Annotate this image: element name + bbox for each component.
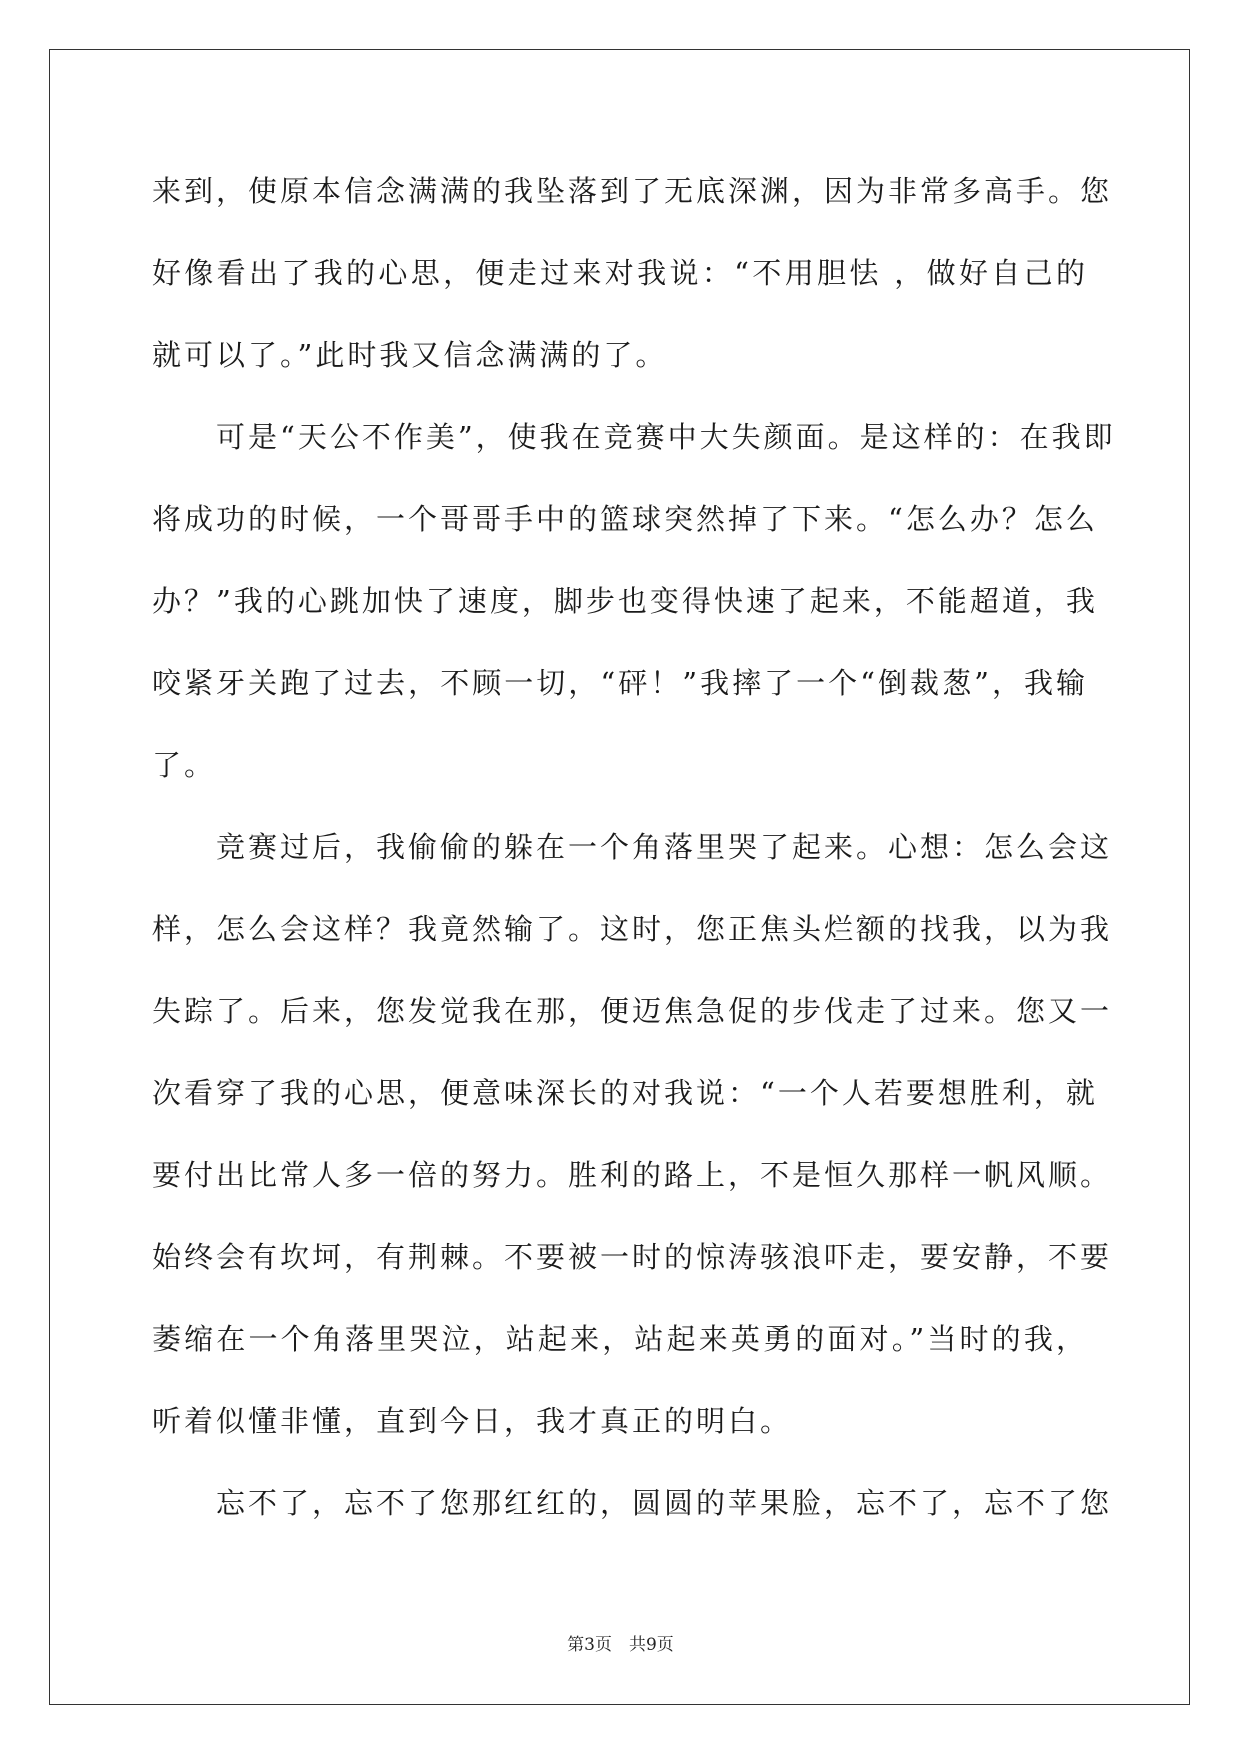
text-line: 听着似懂非懂，直到今日，我才真正的明白。	[152, 1404, 793, 1438]
text-line: 竞赛过后，我偷偷的躲在一个角落里哭了起来。心想：怎么会这	[152, 830, 1113, 864]
text-line: 可是“天公不作美”，使我在竞赛中大失颜面。是这样的：在我即	[152, 420, 1116, 454]
text-line: 来到，使原本信念满满的我坠落到了无底深渊，因为非常多高手。您	[152, 174, 1113, 208]
text-line: 好像看出了我的心思，便走过来对我说：“不用胆怯 ，做好自己的	[152, 256, 1088, 290]
text-line: 忘不了，忘不了您那红红的，圆圆的苹果脸，忘不了，忘不了您	[152, 1486, 1113, 1520]
text-line: 次看穿了我的心思，便意味深长的对我说：“一个人若要想胜利，就	[152, 1076, 1098, 1110]
text-line: 咬紧牙关跑了过去，不顾一切，“砰！”我摔了一个“倒裁葱”，我输	[152, 666, 1088, 700]
document-body	[152, 150, 1116, 1544]
text-line: 失踪了。后来，您发觉我在那，便迈焦急促的步伐走了过来。您又一	[152, 994, 1113, 1028]
page-number-footer: 第3页 共9页	[567, 1635, 674, 1655]
text-line: 将成功的时候，一个哥哥手中的篮球突然掉了下来。“怎么办？怎么	[152, 502, 1098, 536]
text-line: 要付出比常人多一倍的努力。胜利的路上，不是恒久那样一帆风顺。	[152, 1158, 1113, 1192]
text-line: 办？”我的心跳加快了速度，脚步也变得快速了起来，不能超道，我	[152, 584, 1098, 618]
text-line: 了。	[152, 748, 217, 782]
text-line: 萎缩在一个角落里哭泣，站起来，站起来英勇的面对。”当时的我，	[152, 1322, 1088, 1356]
text-line: 始终会有坎坷，有荆棘。不要被一时的惊涛骇浪吓走，要安静，不要	[152, 1240, 1113, 1274]
text-line: 样，怎么会这样？我竟然输了。这时，您正焦头烂额的找我，以为我	[152, 912, 1113, 946]
text-line: 就可以了。”此时我又信念满满的了。	[152, 338, 668, 372]
